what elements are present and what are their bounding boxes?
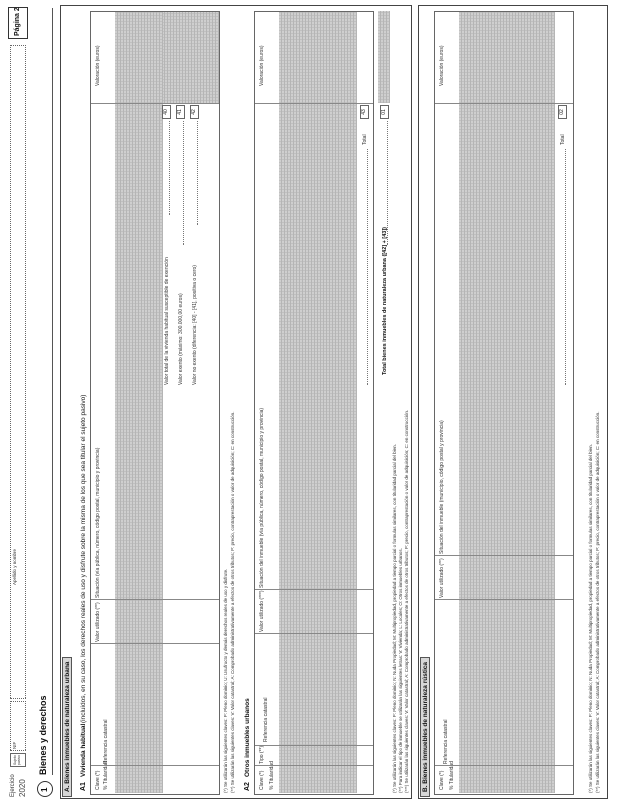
a1-code: A1	[80, 782, 87, 791]
a2-title: Otros inmuebles urbanos	[244, 698, 251, 777]
b-col-valoracion: Valoración (euros)	[439, 45, 445, 86]
a2-note-1: (*) Se utilizarán las siguientes claves: P: Pleno dominio; N: Nuda Propiedad; M: Multipropiedad, propiedad a tiempo parcial o formulas similares, con titularidad parcial del bien.	[392, 444, 397, 793]
part-b-title: B. Bienes inmuebles de naturaleza rústica	[422, 661, 429, 792]
a1-box-41: 41	[176, 105, 185, 119]
a2-box-01: 01	[380, 105, 389, 119]
a2-col-tipo: Tipo (**)	[259, 745, 265, 764]
a2-grand-total-label: Total bienes inmuebles de naturaleza urbana ([42] + [43])	[382, 227, 388, 375]
section-title: Bienes y derechos	[38, 695, 48, 775]
a1-line-40-label: Valor total de la vivienda habitual susceptible de exención	[164, 257, 170, 385]
a1-col-titularidad: % Titularidad	[103, 761, 109, 790]
b-col-valor: Valor utilizado (**)	[439, 558, 445, 598]
a1-col-referencia: Referencia catastral	[103, 719, 109, 764]
a2-table	[254, 11, 374, 795]
a2-col-situacion: Situación del inmueble (vía pública, número, código postal, municipio y provincia)	[259, 407, 265, 588]
a1-table	[90, 11, 220, 795]
a2-col-referencia: Referencia catastral	[263, 697, 269, 742]
a2-note-2: (**) Para indicar el tipo de inmueble se utilizarán las siguientes letras: V: Vivienda; L: Locales; O: Otros inmuebles urbanos.	[398, 548, 403, 793]
a2-entry-area[interactable]	[279, 12, 357, 793]
b-col-situacion: Situación del inmueble (municipio, código postal y provincia)	[439, 420, 445, 554]
a1-line-41-label: Valor exento (máximo: 300.000,00 euros)	[178, 293, 184, 385]
nif-label: NIF	[12, 741, 17, 749]
a1-col-situacion: Situación (vía pública, número, código postal, municipio y provincia)	[95, 447, 101, 598]
page-number-box: Página 2	[8, 7, 28, 39]
a1-note-1: (*) Se utilizarán las siguientes claves: P: Pleno dominio; U: Usufructo y demás derechos reales de uso y disfrute.	[223, 568, 228, 793]
part-b-title-bar	[420, 657, 430, 797]
b-total-label: Total	[560, 134, 566, 145]
b-table	[434, 11, 574, 795]
ejercicio-label: Ejercicio	[10, 774, 16, 797]
apellidos-label: Apellido y nombre	[12, 548, 17, 585]
a1-col-valoracion: Valoración (euros)	[95, 45, 101, 86]
b-note-2: (**) Se utilizarán las siguientes claves: V: Valor catastral; A: Comprobado administrativamente a efectos de otros tributos; P: precio, contraprestación o valor de adquisición; C: en construcción.	[595, 411, 600, 793]
apellidos-field[interactable]	[10, 45, 26, 699]
a2-box-43: 43	[360, 105, 369, 119]
a1-valoracion-area[interactable]	[163, 12, 219, 104]
a2-grand-total-field[interactable]	[378, 11, 390, 103]
a1-box-42: 42	[190, 105, 199, 119]
a1-line-42-label: Valor no exento (diferencia: [40] - [41], positiva o cero)	[192, 265, 198, 385]
part-a-title-bar	[62, 657, 72, 797]
part-a-title: A. Bienes inmuebles de naturaleza urbana	[64, 661, 71, 792]
a2-total-label: Total	[362, 134, 368, 145]
a1-note-2: (**) Se utilizarán las siguientes claves: V: Valor catastral; A: Comprobado administrativamente a efectos de otros tributos; P: precio, contraprestación o valor de adquisición; C: en construcción.	[230, 411, 235, 793]
a2-col-valoracion: Valoración (euros)	[259, 45, 265, 86]
a1-col-valor: Valor utilizado (**)	[95, 602, 101, 642]
a2-note-3: (***) Se utilizarán las siguientes claves: V: Valor catastral; A: Comprobado administrativamente a efectos de otros tributos; P: precio, contraprestación o valor de adquisición; C: en construcción.	[404, 409, 409, 793]
section-number-badge: 1	[37, 781, 53, 797]
b-note-1: (*) Se utilizarán las siguientes claves: P: Pleno dominio; N: Nuda Propiedad; M: Multipropiedad, propiedad a tiempo parcial o formulas similares, con titularidad parcial del bien.	[588, 444, 593, 793]
a2-col-clave: Clave (*)	[259, 770, 265, 790]
b-col-titularidad: % Titularidad	[449, 761, 455, 790]
ejercicio-value: 2020	[18, 779, 27, 797]
a1-title: Vivienda habitual	[80, 723, 87, 777]
b-col-clave: Clave (*)	[439, 770, 445, 790]
a2-col-titularidad: % Titularidad	[269, 761, 275, 790]
b-col-referencia: Referencia catastral	[443, 719, 449, 764]
a2-col-valor: Valor utilizado (***)	[259, 590, 265, 632]
a1-col-clave: Clave (*)	[95, 770, 101, 790]
nif-field[interactable]	[10, 701, 26, 751]
b-entry-area[interactable]	[459, 12, 555, 793]
sujeto-box: Sujeto pasivo	[10, 753, 26, 767]
a1-box-40: 40	[162, 105, 171, 119]
a2-code: A2	[244, 782, 251, 791]
a1-entry-area[interactable]	[115, 12, 163, 793]
section-divider	[52, 8, 53, 775]
b-box-02: 02	[558, 105, 567, 119]
a1-subtitle: (incluidos, en su caso, los derechos reales de uso y disfrute sobre la misma de los que sea titular el sujeto pasivo)	[80, 394, 87, 723]
